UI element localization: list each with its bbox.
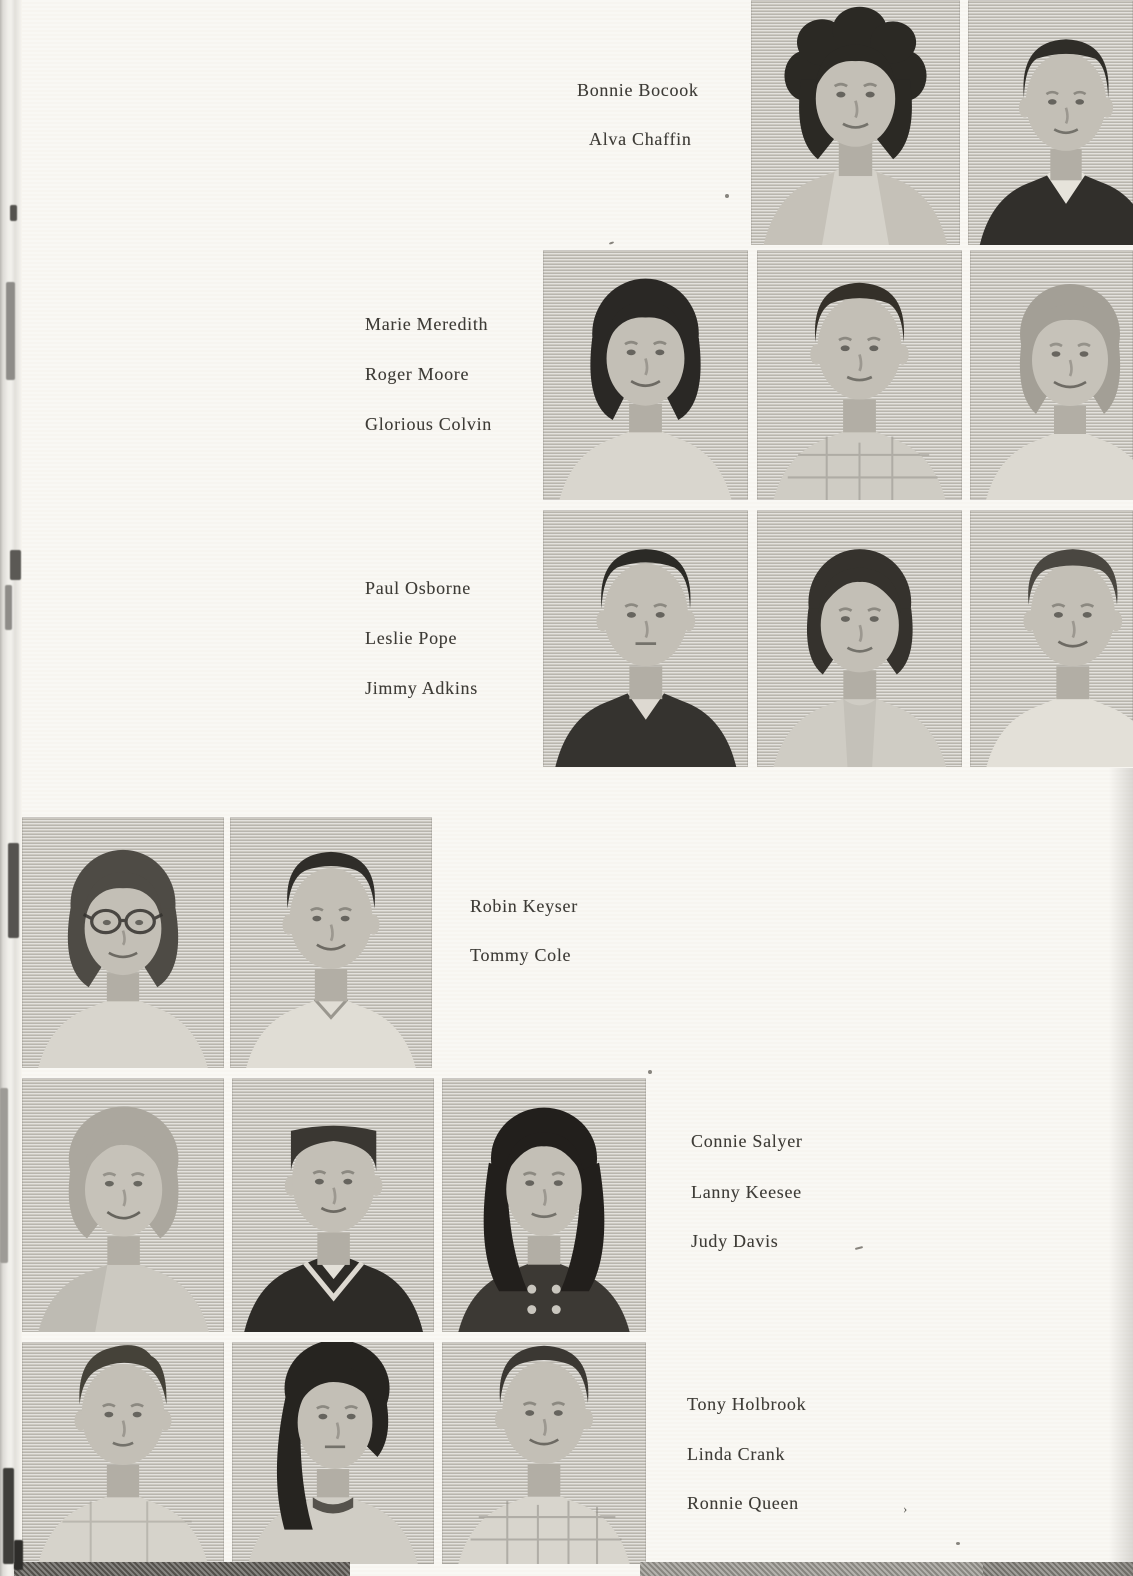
student-name: Marie Meredith	[365, 314, 489, 334]
student-name: Ronnie Queen	[687, 1493, 799, 1513]
binding-mark	[5, 585, 12, 630]
binding-mark	[10, 205, 17, 221]
student-name: Tommy Cole	[470, 945, 572, 965]
page-bottom-edge	[640, 1562, 983, 1576]
scan-speck	[725, 194, 729, 198]
student-name: Bonnie Bocook	[577, 80, 699, 100]
student-name: Judy Davis	[691, 1231, 779, 1251]
binding-mark	[8, 843, 19, 938]
portrait-photo	[543, 510, 748, 767]
scan-speck: ›	[903, 1501, 908, 1516]
portrait-photo	[232, 1342, 434, 1564]
student-name: Connie Salyer	[691, 1131, 803, 1151]
portrait-photo	[968, 0, 1133, 245]
scan-speck	[648, 1070, 652, 1074]
portrait-photo	[22, 817, 224, 1068]
page-right-edge-shade	[1109, 768, 1133, 1576]
page-binding-edge	[0, 0, 22, 1576]
student-name: Tony Holbrook	[687, 1394, 807, 1414]
portrait-photo	[970, 510, 1133, 767]
student-name: Roger Moore	[365, 364, 470, 384]
portrait-photo	[751, 0, 960, 245]
portrait-photo	[970, 250, 1133, 500]
binding-mark	[3, 1468, 14, 1564]
portrait-photo	[22, 1078, 224, 1332]
student-name: Lanny Keesee	[691, 1182, 802, 1202]
student-name: Linda Crank	[687, 1444, 786, 1464]
scan-speck	[956, 1542, 960, 1545]
student-name: Alva Chaffin	[589, 129, 692, 149]
portrait-photo	[442, 1078, 646, 1332]
portrait-photo	[757, 250, 962, 500]
page-bottom-edge	[14, 1562, 350, 1576]
portrait-photo	[442, 1342, 646, 1564]
binding-mark	[10, 550, 21, 580]
student-name: Jimmy Adkins	[365, 678, 478, 698]
scan-speck	[855, 1246, 863, 1250]
portrait-photo	[757, 510, 962, 767]
scan-speck	[609, 241, 614, 245]
portrait-photo	[543, 250, 748, 500]
portrait-photo	[22, 1342, 224, 1564]
portrait-photo	[230, 817, 432, 1068]
student-name: Robin Keyser	[470, 896, 578, 916]
binding-mark	[14, 1540, 23, 1570]
student-name: Paul Osborne	[365, 578, 471, 598]
binding-mark	[0, 1088, 8, 1263]
student-name: Glorious Colvin	[365, 414, 493, 434]
binding-mark	[6, 282, 15, 380]
student-name: Leslie Pope	[365, 628, 458, 648]
portrait-photo	[232, 1078, 434, 1332]
